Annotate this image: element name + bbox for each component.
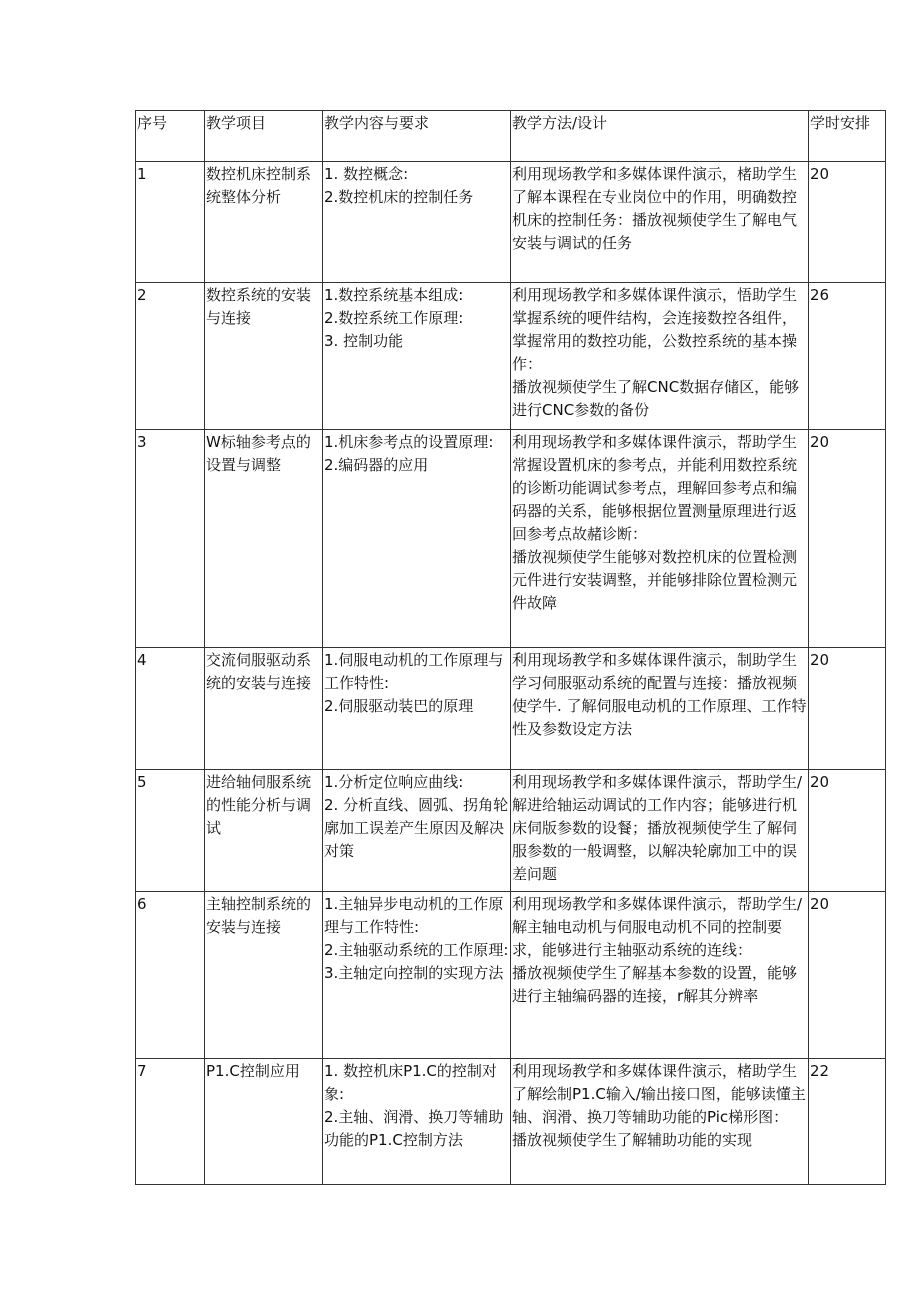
- content-item: 2.数控系统工作原理:: [324, 309, 464, 327]
- table-row: [136, 430, 886, 648]
- row-method: [511, 283, 809, 430]
- row-seq: 3: [136, 430, 205, 648]
- content-item: 2.伺服驱动装巴的原理: [324, 697, 474, 715]
- row-project: 数控机床控制系统整体分析: [205, 162, 323, 283]
- content-item: 1. 数控机床P1.C的控制对象:: [324, 1062, 497, 1103]
- row-project: 主轴控制系统的安装与连接: [205, 892, 323, 1059]
- row-content: [323, 430, 511, 648]
- content-item: 2.主轴驱动系统的工作原理:: [324, 941, 509, 959]
- content-item: 2.数控机床的控制任务: [324, 188, 474, 206]
- header-hours: 学时安排: [809, 111, 886, 162]
- content-item: 1. 数控概念:: [324, 165, 409, 183]
- content-item: 2.编码器的应用: [324, 456, 429, 474]
- table-row: [136, 1059, 886, 1185]
- header-method: 教学方法/设计: [511, 111, 809, 162]
- row-hours: 20: [809, 430, 886, 648]
- row-seq: 4: [136, 648, 205, 770]
- content-item: 1.伺服电动机的工作原理与工作特性:: [324, 651, 504, 692]
- row-hours: 26: [809, 283, 886, 430]
- row-content: [323, 162, 511, 283]
- method-paragraph: 播放视频使学生了解CNC数据存储区，能够进行CNC参数的备份: [512, 378, 800, 419]
- table-row: [136, 162, 886, 283]
- row-content: [323, 1059, 511, 1185]
- method-paragraph: 利用现场教学和多媒体课件演示，楮助学生了解绘制P1.C输入/输出接口图，能够读懂主轴、润滑、换刀等辅助功能的Pic梯形图：: [512, 1062, 806, 1126]
- row-content: [323, 648, 511, 770]
- content-item: 2.主轴、润滑、换刀等辅助功能的P1.C控制方法: [324, 1108, 504, 1149]
- row-hours: 20: [809, 162, 886, 283]
- row-seq: 1: [136, 162, 205, 283]
- method-paragraph: 利用现场教学和多媒体课件演示，帮助学生常握设置机床的参考点，并能利用数控系统的诊断功能调试参考点，理解回参考点和编码器的关系，能够根据位置测量原理进行返回参考点故赭诊断：: [512, 433, 798, 543]
- method-paragraph: 利用现场教学和多媒体课件演示，帮助学生/解主轴电动机与伺服电动机不同的控制要求，能够进行主轴驱动系统的连线：: [512, 895, 803, 959]
- row-method: 利用现场教学和多媒体课件演示，制助学生学习伺服驱动系统的配置与连接：播放视频使学牛. 了解伺服电动机的工作原理、工作特性及参数设定方法: [511, 648, 809, 770]
- row-project: 数控系统的安装与连接: [205, 283, 323, 430]
- row-seq: 6: [136, 892, 205, 1059]
- header-project: 教学项目: [205, 111, 323, 162]
- content-item: 2. 分析直线、圆弧、拐角轮廓加工误差产生原因及解决对策: [324, 796, 509, 860]
- method-paragraph: 播放视频使学生能够对数控机床的位置检测元件进行安装调整，并能够排除位置检测元件故障: [512, 548, 798, 612]
- content-item: 3.主轴定向控制的实现方法: [324, 964, 504, 982]
- row-seq: 2: [136, 283, 205, 430]
- header-content: 教学内容与要求: [323, 111, 511, 162]
- row-hours: 20: [809, 648, 886, 770]
- row-content: [323, 770, 511, 892]
- method-paragraph: 播放视频使学生了解辅助功能的实现: [512, 1131, 753, 1149]
- row-project: 交流伺服驱动系统的安装与连接: [205, 648, 323, 770]
- table-row: [136, 892, 886, 1059]
- row-project: 进给轴伺服系统的性能分析与调试: [205, 770, 323, 892]
- content-item: 1.分析定位响应曲线:: [324, 773, 464, 791]
- row-method: 利用现场教学和多媒体课件演示，楮助学生了解本课程在专业岗位中的作用，明确数控机床的控制任务：播放视频使学生了解电气安装与调试的任务: [511, 162, 809, 283]
- table-row: [136, 770, 886, 892]
- method-paragraph: 播放视频使学生了解基本参数的设置，能够进行主轴编码器的连接，r解其分辨率: [512, 964, 798, 1005]
- table-row: [136, 283, 886, 430]
- content-item: 3. 控制功能: [324, 332, 404, 350]
- header-row: [136, 111, 886, 162]
- row-content: [323, 892, 511, 1059]
- row-hours: 20: [809, 892, 886, 1059]
- row-seq: 7: [136, 1059, 205, 1185]
- curriculum-table: [135, 110, 886, 1185]
- header-seq: 序号: [136, 111, 205, 162]
- table-row: [136, 648, 886, 770]
- row-seq: 5: [136, 770, 205, 892]
- row-project: W标轴参考点的设置与调整: [205, 430, 323, 648]
- content-item: 1.机床参考点的设置原理:: [324, 433, 494, 451]
- row-project: P1.C控制应用: [205, 1059, 323, 1185]
- row-method: 利用现场教学和多媒体课件演示，帮助学生/解进给轴运动调试的工作内容；能够进行机床伺版参数的设餐；播放视频使学生了解伺服参数的一般调整，以解决轮廓加工中的误差问题: [511, 770, 809, 892]
- content-item: 1.数控系统基本组成:: [324, 286, 464, 304]
- method-paragraph: 利用现场教学和多媒体课件演示，悟助学生掌握系统的哽件结构，会连接数控各组件，掌握常用的数控功能，公数控系统的基本操作：: [512, 286, 798, 373]
- row-hours: 22: [809, 1059, 886, 1185]
- row-method: [511, 1059, 809, 1185]
- row-method: [511, 430, 809, 648]
- row-method: [511, 892, 809, 1059]
- row-hours: 20: [809, 770, 886, 892]
- row-content: [323, 283, 511, 430]
- content-item: 1.主轴异步电动机的工作原理与工作特性:: [324, 895, 504, 936]
